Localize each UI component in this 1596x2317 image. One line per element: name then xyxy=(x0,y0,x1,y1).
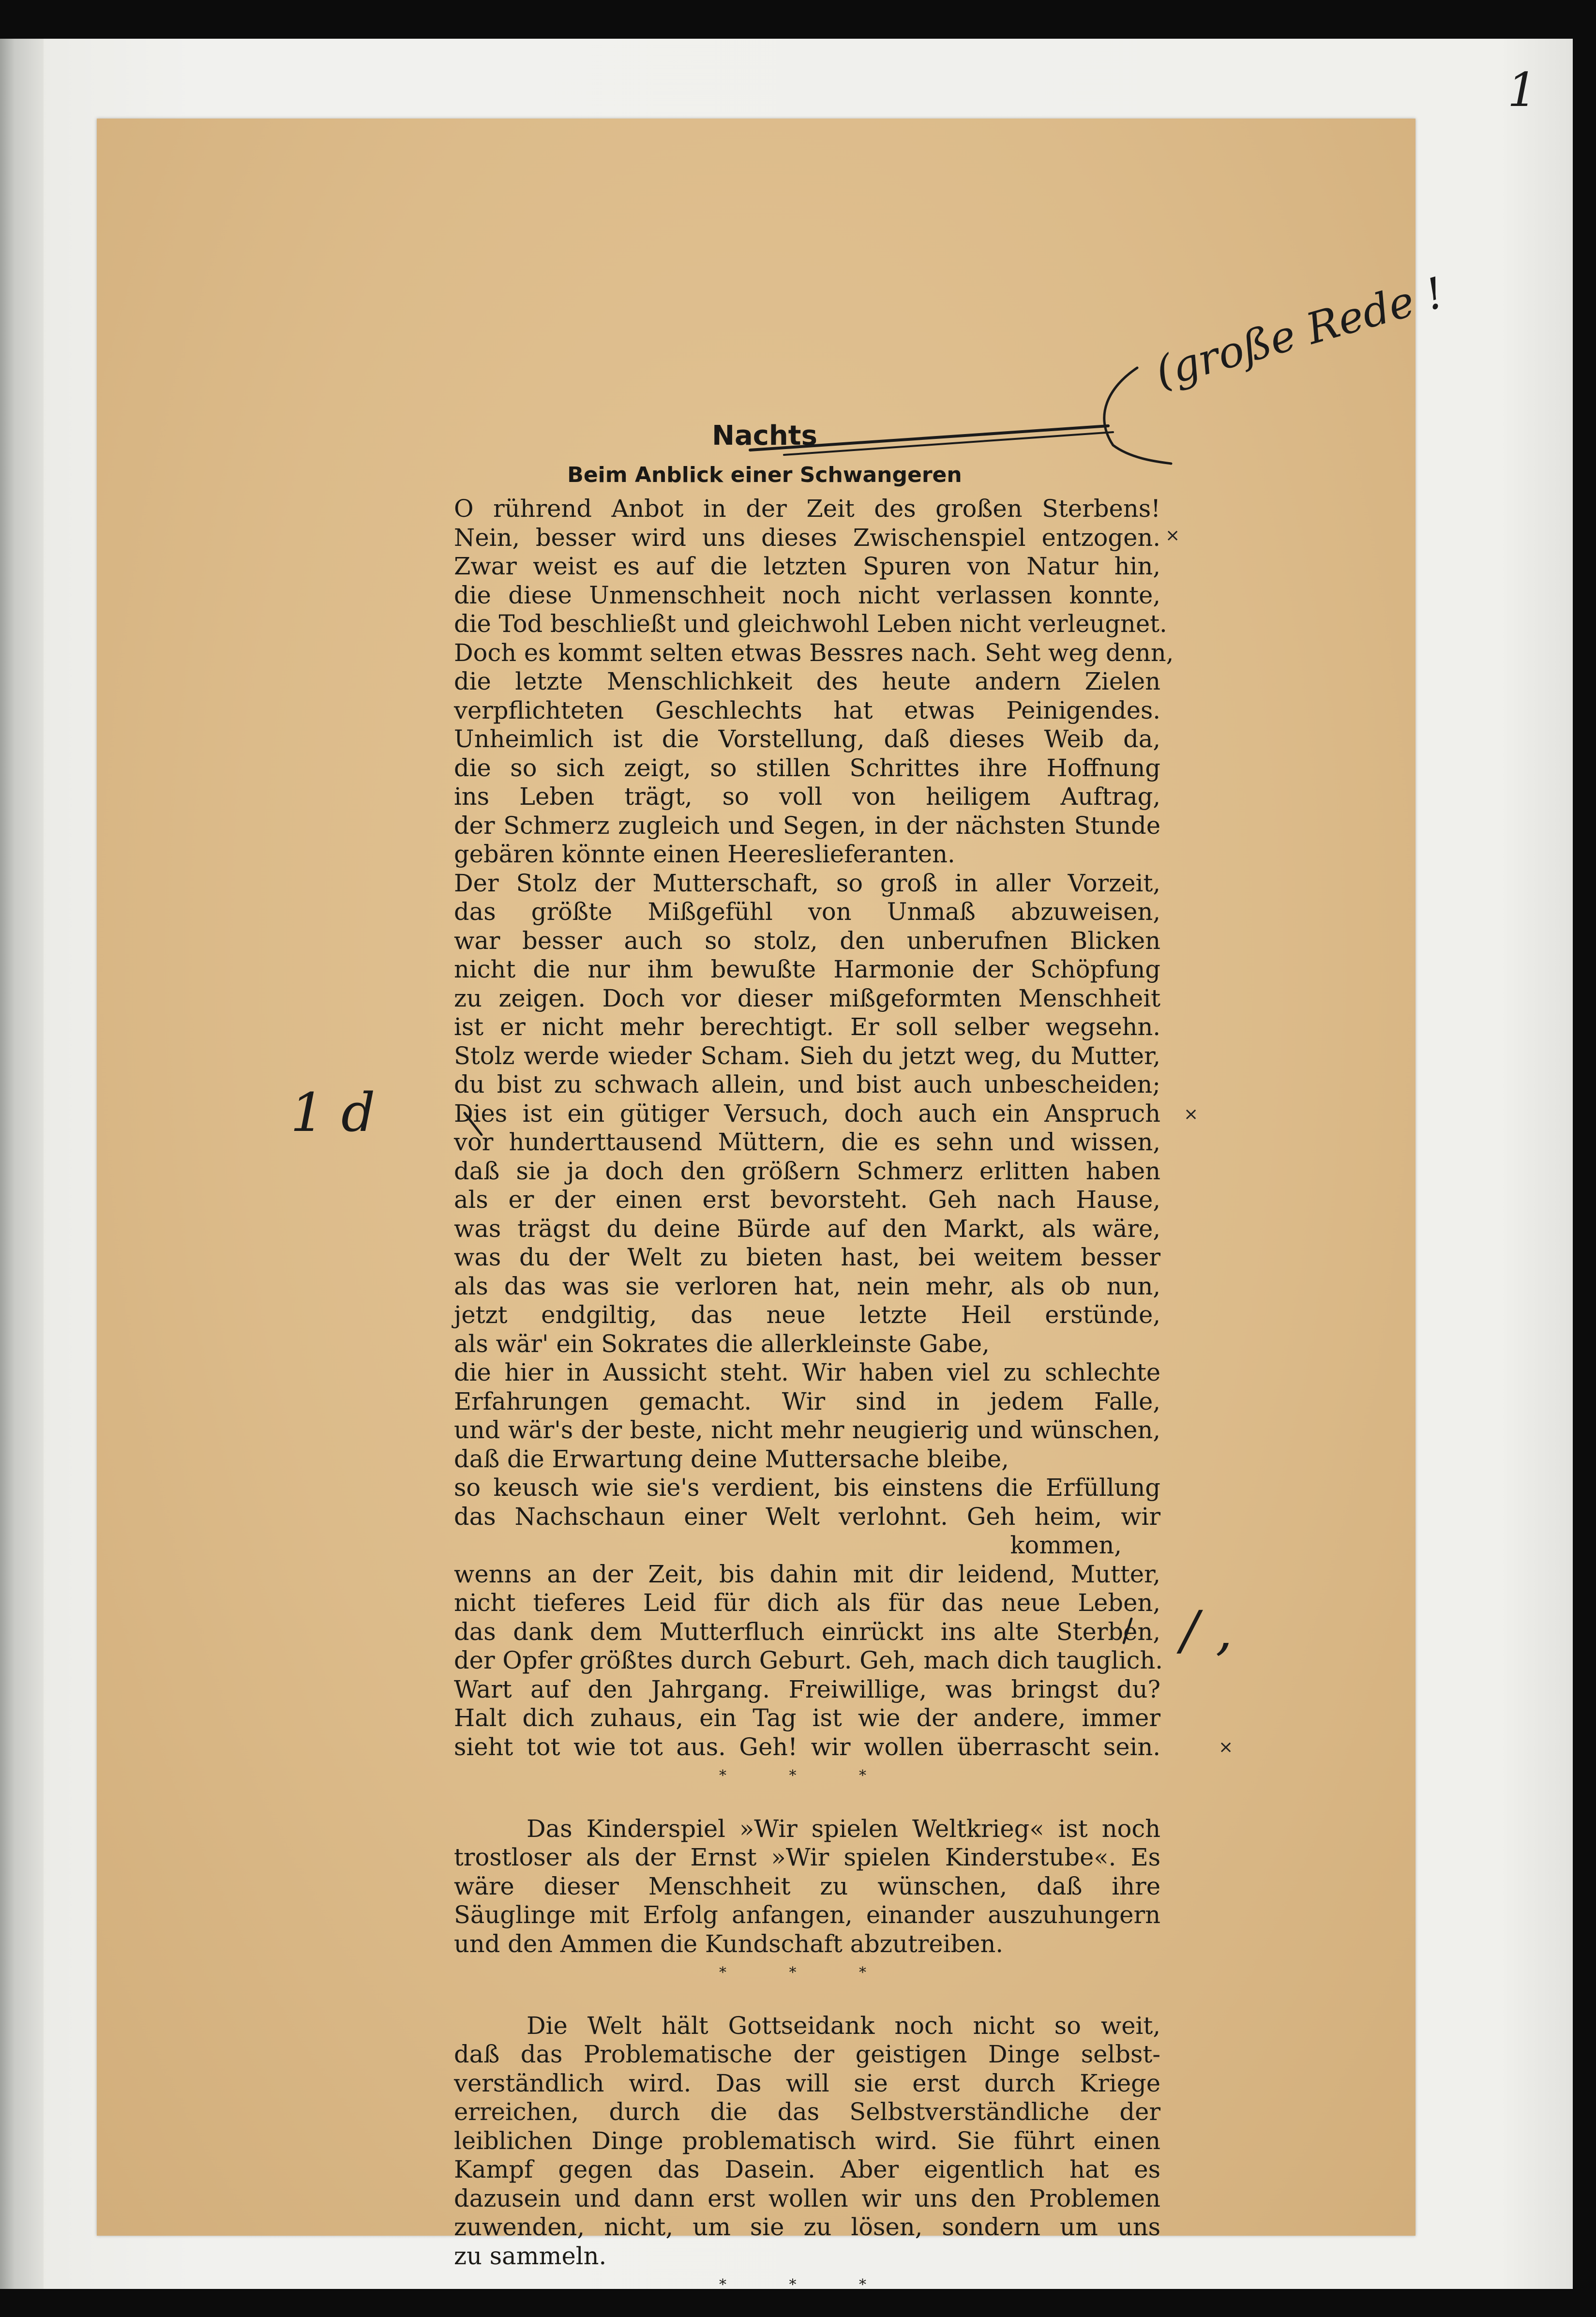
text-line: O rührend Anbot in der Zeit des großen Sterbens! xyxy=(454,495,1160,523)
text-line: nicht tieferes Leid für dich als für das neue Leben, xyxy=(454,1589,1160,1617)
handwritten-margin-right: / , xyxy=(1181,1599,1233,1661)
poem-lines xyxy=(454,495,1174,1761)
text-line: Der Stolz der Mutterschaft, so groß in aller Vorzeit, xyxy=(454,869,1160,897)
section-separator: * * * xyxy=(719,1767,896,1784)
text-line: vor hunderttausend Müttern, die es sehn und wissen, xyxy=(454,1128,1160,1156)
text-line: sieht tot wie tot aus. Geh! wir wollen überrascht sein. xyxy=(454,1732,1160,1761)
text-line: zu sammeln. xyxy=(454,2242,607,2270)
text-line: der Opfer größtes durch Geburt. Geh, mach dich tauglich. xyxy=(454,1646,1163,1674)
text-line: Wart auf den Jahrgang. Freiwillige, was bringst du? xyxy=(454,1675,1160,1703)
text-line: leiblichen Dinge problematisch wird. Sie führt einen xyxy=(454,2126,1160,2155)
text-line: das dank dem Mutterfluch einrückt ins alte Sterben, xyxy=(454,1617,1160,1646)
section-separator: * * * xyxy=(719,1964,896,1981)
text-line: Halt dich zuhaus, ein Tag ist wie der andere, immer xyxy=(454,1704,1160,1732)
text-line: als wär' ein Sokrates die allerkleinste Gabe, xyxy=(454,1329,990,1358)
text-line-continuation: kommen, xyxy=(1010,1531,1122,1559)
paragraph-welt xyxy=(454,2012,1160,2271)
text-line: was trägst du deine Bürde auf den Markt, als wäre, xyxy=(454,1214,1160,1243)
text-line: ins Leben trägt, so voll von heiligem Auftrag, xyxy=(454,782,1160,811)
paragraph-kinderspiel xyxy=(454,1815,1160,1959)
section-separator: * * * xyxy=(719,2276,896,2293)
text-line: das Nachschaun einer Welt verlohnt. Geh heim, wir xyxy=(454,1502,1160,1531)
text-line: Stolz werde wieder Scham. Sieh du jetzt weg, du Mutter, xyxy=(454,1041,1160,1070)
margin-cross-mark: × xyxy=(1219,1737,1234,1757)
text-line: zu zeigen. Doch vor dieser mißgeformten Menschheit xyxy=(454,984,1160,1012)
article-subtitle: Beim Anblick einer Schwangeren xyxy=(567,463,962,487)
text-line: die so sich zeigt, so stillen Schrittes ihre Hoffnung xyxy=(454,753,1160,782)
text-line: das größte Mißgefühl von Unmaß abzuweisen, xyxy=(454,898,1160,926)
text-line: Kampf gegen das Dasein. Aber eigentlich hat es xyxy=(454,2155,1160,2183)
text-line: Nein, besser wird uns dieses Zwischenspiel entzogen. xyxy=(454,523,1160,552)
text-line: die diese Unmenschheit noch nicht verlassen konnte, xyxy=(454,581,1160,609)
text-line: daß sie ja doch den größern Schmerz erlitten haben xyxy=(454,1157,1160,1185)
text-line: daß die Erwartung deine Muttersache bleibe, xyxy=(454,1444,1009,1473)
text-line: die letzte Menschlichkeit des heute andern Zielen xyxy=(454,667,1160,695)
text-line: daß das Problematische der geistigen Dinge selbst- xyxy=(454,2040,1160,2068)
album-binding-edge xyxy=(0,39,44,2289)
text-line: Das Kinderspiel »Wir spielen Weltkrieg« ist noch xyxy=(527,1814,1160,1843)
text-line: verpflichteten Geschlechts hat etwas Peinigendes. xyxy=(454,696,1160,724)
text-line: der Schmerz zugleich und Segen, in der nächsten Stunde xyxy=(454,811,1160,840)
text-line: verständlich wird. Das will sie erst durch Kriege xyxy=(454,2069,1160,2097)
spacer xyxy=(454,1987,1160,2012)
text-line: als das was sie verloren hat, nein mehr, als ob nun, xyxy=(454,1272,1160,1300)
handwritten-margin-left: 1 d xyxy=(290,1082,376,1143)
margin-cross-mark: × xyxy=(1165,526,1180,545)
text-line: wäre dieser Menschheit zu wünschen, daß ihre xyxy=(454,1872,1160,1900)
page-number: 1 xyxy=(1507,63,1537,117)
text-line: erreichen, durch die das Selbstverständliche der xyxy=(454,2098,1160,2126)
text-line: Zwar weist es auf die letzten Spuren von Natur hin, xyxy=(454,552,1160,580)
handwritten-note-top: (große Rede ! xyxy=(1149,267,1450,398)
article-body xyxy=(454,495,1174,2300)
article-title: Nachts xyxy=(712,420,817,451)
text-line: die Tod beschließt und gleichwohl Leben nicht verleugnet. xyxy=(454,610,1167,638)
text-line: Säuglinge mit Erfolg anfangen, einander auszuhungern xyxy=(454,1901,1160,1929)
text-line: dazusein und dann erst wollen wir uns den Problemen xyxy=(454,2184,1160,2212)
text-line: ist er nicht mehr berechtigt. Er soll selber wegsehn. xyxy=(454,1013,1160,1041)
text-line: Doch es kommt selten etwas Bessres nach. Seht weg denn, xyxy=(454,638,1174,667)
text-line: du bist zu schwach allein, und bist auch unbescheiden; xyxy=(454,1070,1160,1098)
text-line: jetzt endgiltig, das neue letzte Heil erstünde, xyxy=(454,1301,1160,1329)
text-line: war besser auch so stolz, den unberufnen Blicken xyxy=(454,926,1160,955)
text-line: und den Ammen die Kundschaft abzutreiben. xyxy=(454,1929,1004,1958)
text-line: als er der einen erst bevorsteht. Geh nach Hause, xyxy=(454,1186,1160,1214)
text-line: Dies ist ein gütiger Versuch, doch auch ein Anspruch xyxy=(454,1099,1160,1128)
text-line: trostloser als der Ernst »Wir spielen Kinderstube«. Es xyxy=(454,1843,1160,1871)
text-line: wenns an der Zeit, bis dahin mit dir leidend, Mutter, xyxy=(454,1560,1160,1588)
text-line: Die Welt hält Gottseidank noch nicht so weit, xyxy=(527,2011,1160,2040)
text-line: Erfahrungen gemacht. Wir sind in jedem Falle, xyxy=(454,1387,1160,1415)
text-line: die hier in Aussicht steht. Wir haben viel zu schlechte xyxy=(454,1358,1160,1386)
margin-cross-mark: × xyxy=(1184,1104,1199,1124)
text-line: nicht die nur ihm bewußte Harmonie der Schöpfung xyxy=(454,955,1160,983)
text-line: was du der Welt zu bieten hast, bei weitem besser xyxy=(454,1243,1160,1271)
text-line: und wär's der beste, nicht mehr neugierig und wünschen, xyxy=(454,1416,1160,1444)
text-line: gebären könnte einen Heereslieferanten. xyxy=(454,840,955,868)
text-line: Unheimlich ist die Vorstellung, daß dieses Weib da, xyxy=(454,725,1160,753)
text-line: so keusch wie sie's verdient, bis einstens die Erfüllung xyxy=(454,1474,1160,1502)
text-line: zuwenden, nicht, um sie zu lösen, sondern um uns xyxy=(454,2213,1160,2241)
spacer xyxy=(454,1790,1160,1815)
